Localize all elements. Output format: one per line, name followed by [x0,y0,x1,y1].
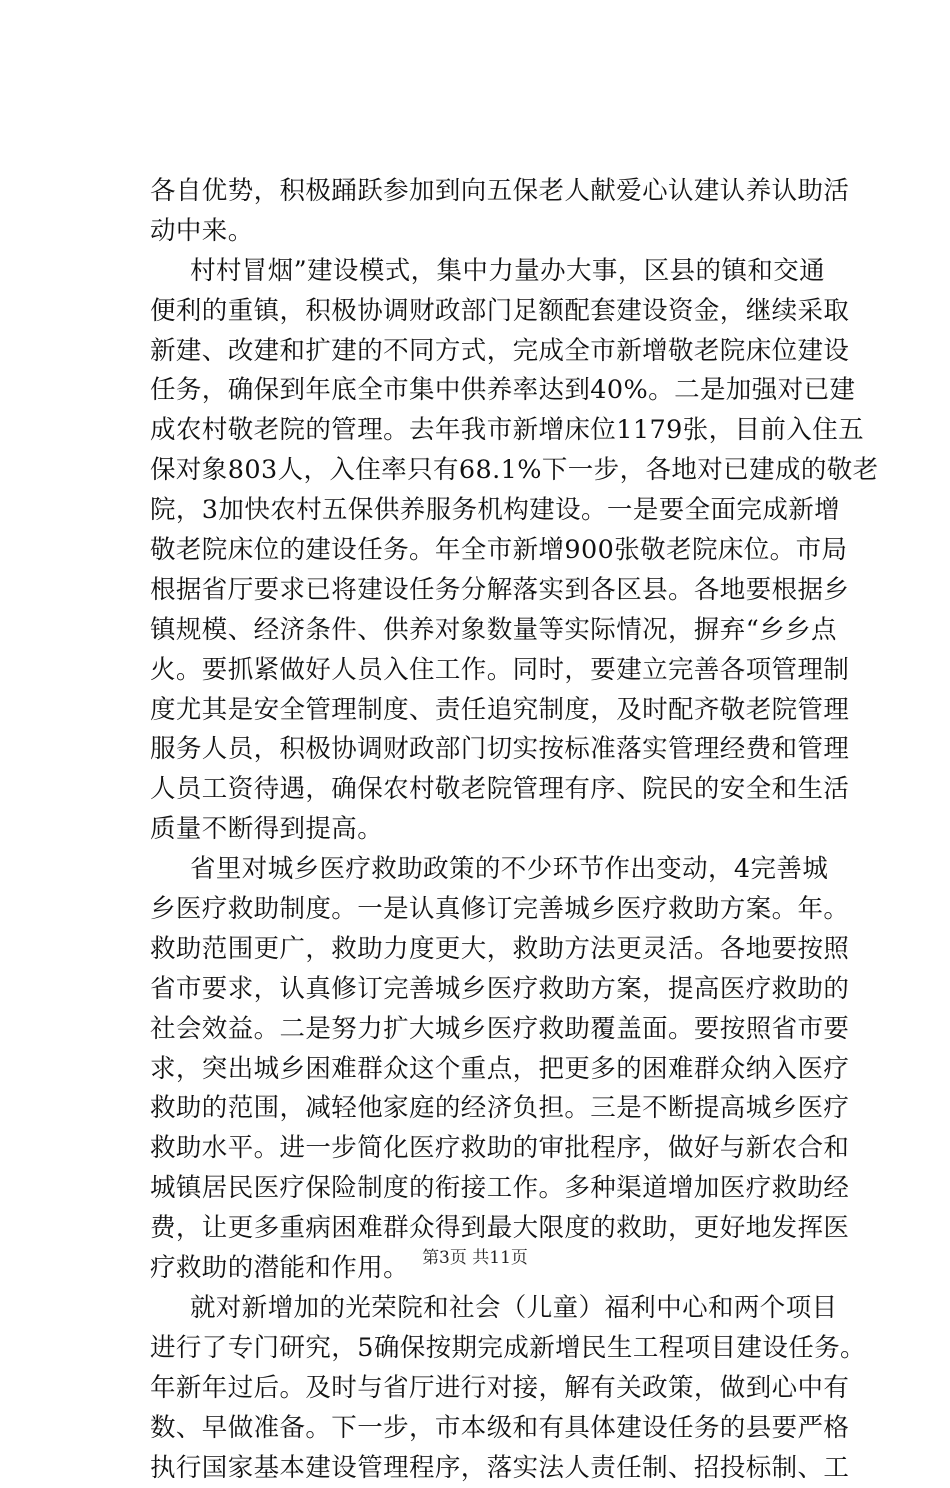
text-line: 度尤其是安全管理制度、责任追究制度，及时配齐敬老院管理 [150,691,830,731]
text-line: 各自优势，积极踊跃参加到向五保老人献爱心认建认养认助活 [150,172,830,212]
paragraph-3 [150,850,830,1289]
text-line: 服务人员，积极协调财政部门切实按标准落实管理经费和管理 [150,730,830,770]
text-line: 动中来。 [150,212,830,252]
text-line: 疗救助的潜能和作用。 [150,1249,830,1289]
text-line: 执行国家基本建设管理程序，落实法人责任制、招投标制、工 [150,1449,830,1488]
text-line: 便利的重镇，积极协调财政部门足额配套建设资金，继续采取 [150,292,830,332]
text-line: 省市要求，认真修订完善城乡医疗救助方案，提高医疗救助的 [150,970,830,1010]
text-line: 救助的范围，减轻他家庭的经济负担。三是不断提高城乡医疗 [150,1089,830,1129]
text-line: 敬老院床位的建设任务。年全市新增900张敬老院床位。市局 [150,531,830,571]
paragraph-2 [150,252,830,850]
text-line: 救助水平。进一步简化医疗救助的审批程序，做好与新农合和 [150,1129,830,1169]
paragraph-4 [150,1289,830,1488]
text-line: 就对新增加的光荣院和社会（儿童）福利中心和两个项目 [150,1289,830,1329]
paragraph-1 [150,172,830,252]
text-line: 城镇居民医疗保险制度的衔接工作。多种渠道增加医疗救助经 [150,1169,830,1209]
document-body [150,172,830,1488]
text-line: 院，3加快农村五保供养服务机构建设。一是要全面完成新增 [150,491,830,531]
page-number-footer: 第3页 共11页 [0,1243,950,1268]
text-line: 年新年过后。及时与省厅进行对接，解有关政策，做到心中有 [150,1369,830,1409]
text-line: 省里对城乡医疗救助政策的不少环节作出变动，4完善城 [150,850,830,890]
text-line: 乡医疗救助制度。一是认真修订完善城乡医疗救助方案。年。 [150,890,830,930]
text-line: 救助范围更广，救助力度更大，救助方法更灵活。各地要按照 [150,930,830,970]
text-line: 火。要抓紧做好人员入住工作。同时，要建立完善各项管理制 [150,651,830,691]
text-line: 成农村敬老院的管理。去年我市新增床位1179张，目前入住五 [150,411,830,451]
text-line: 根据省厅要求已将建设任务分解落实到各区县。各地要根据乡 [150,571,830,611]
text-line: 任务，确保到年底全市集中供养率达到40%。二是加强对已建 [150,371,830,411]
text-line: 数、早做准备。下一步，市本级和有具体建设任务的县要严格 [150,1409,830,1449]
text-line: 村村冒烟”建设模式，集中力量办大事，区县的镇和交通 [150,252,830,292]
text-line: 人员工资待遇，确保农村敬老院管理有序、院民的安全和生活 [150,770,830,810]
text-line: 镇规模、经济条件、供养对象数量等实际情况，摒弃“乡乡点 [150,611,830,651]
text-line: 求，突出城乡困难群众这个重点，把更多的困难群众纳入医疗 [150,1050,830,1090]
text-line: 进行了专门研究，5确保按期完成新增民生工程项目建设任务。 [150,1329,830,1369]
text-line: 质量不断得到提高。 [150,810,830,850]
text-line: 新建、改建和扩建的不同方式，完成全市新增敬老院床位建设 [150,332,830,372]
text-line: 保对象803人，入住率只有68.1%下一步，各地对已建成的敬老 [150,451,830,491]
text-line: 社会效益。二是努力扩大城乡医疗救助覆盖面。要按照省市要 [150,1010,830,1050]
text-line: 费，让更多重病困难群众得到最大限度的救助，更好地发挥医 [150,1209,830,1249]
